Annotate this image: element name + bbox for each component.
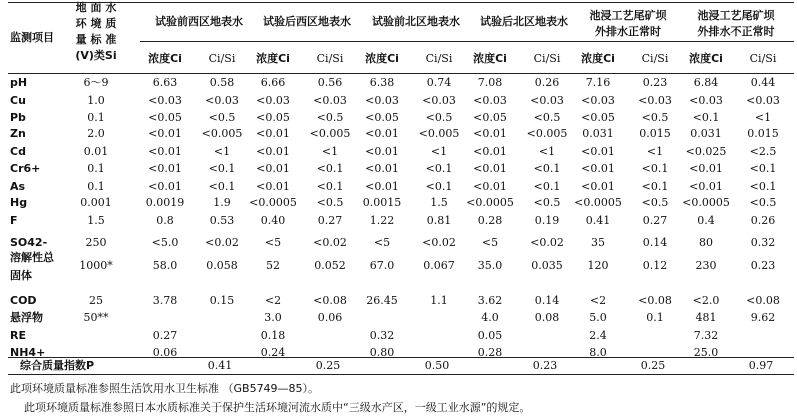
ratio-value: <0.005 xyxy=(418,127,460,140)
ratio-value: <0.5 xyxy=(425,111,453,124)
ratio-value: <0.08 xyxy=(746,294,780,307)
summary-value: 0.25 xyxy=(640,359,666,372)
standard-value: 0.1 xyxy=(87,111,105,124)
conc-value: <0.0005 xyxy=(574,196,622,209)
ratio-header: Ci/Si xyxy=(316,52,344,65)
ratio-value: 0.44 xyxy=(750,76,776,89)
ratio-value: <0.5 xyxy=(208,111,236,124)
conc-value: 0.18 xyxy=(260,329,286,342)
ratio-value: <0.5 xyxy=(641,111,669,124)
ratio-value: <0.02 xyxy=(205,236,239,249)
conc-value: <2.0 xyxy=(692,294,720,307)
header-bottom-rule xyxy=(8,73,794,74)
conc-header: 浓度Ci xyxy=(148,52,182,65)
standard-value: 0.001 xyxy=(80,196,112,209)
param-label: SO42- xyxy=(10,236,48,249)
conc-value: 25.0 xyxy=(693,346,719,359)
ratio-value: 0.23 xyxy=(642,76,668,89)
standard-value: 6～9 xyxy=(83,76,109,89)
conc-value: 80 xyxy=(699,236,713,249)
conc-value: <0.03 xyxy=(581,94,615,107)
standard-header-line: (V)类Si xyxy=(75,49,117,62)
param-label: Pb xyxy=(10,111,26,124)
ratio-value: 0.052 xyxy=(314,259,346,272)
conc-header: 浓度Ci xyxy=(689,52,723,65)
conc-header: 浓度Ci xyxy=(473,52,507,65)
conc-value: <5 xyxy=(373,236,391,249)
conc-value: 0.06 xyxy=(152,346,178,359)
conc-value: <0.0005 xyxy=(466,196,514,209)
conc-header: 浓度Ci xyxy=(256,52,290,65)
ratio-value: 0.19 xyxy=(534,214,560,227)
ratio-value: <0.005 xyxy=(201,127,243,140)
conc-value: 35.0 xyxy=(477,259,503,272)
summary-value: 0.25 xyxy=(315,359,341,372)
conc-value: <0.025 xyxy=(685,145,727,158)
standard-value: 0.01 xyxy=(83,145,109,158)
ratio-value: <0.1 xyxy=(641,180,669,193)
conc-value: 52 xyxy=(266,259,280,272)
conc-value: <2 xyxy=(589,294,607,307)
conc-value: <0.01 xyxy=(581,180,615,193)
ratio-value: <0.08 xyxy=(638,294,672,307)
conc-value: 0.0015 xyxy=(362,196,402,209)
param-label: F xyxy=(10,214,18,227)
standard-value: 25 xyxy=(89,294,103,307)
ratio-value: <0.5 xyxy=(533,196,561,209)
ratio-value: 0.058 xyxy=(206,259,238,272)
param-label: Cr6+ xyxy=(10,162,41,175)
conc-value: <0.01 xyxy=(581,162,615,175)
param-label: Cd xyxy=(10,145,26,158)
ratio-value: 0.14 xyxy=(534,294,560,307)
ratio-value: 0.74 xyxy=(426,76,452,89)
conc-value: <0.03 xyxy=(473,94,507,107)
ratio-value: <0.1 xyxy=(425,162,453,175)
group-header: 池浸工艺尾矿坝 xyxy=(697,9,775,22)
conc-value: <0.01 xyxy=(365,127,399,140)
conc-value: <0.01 xyxy=(148,180,182,193)
conc-value: <0.01 xyxy=(365,180,399,193)
ratio-value: <0.5 xyxy=(316,111,344,124)
ratio-value: <0.02 xyxy=(313,236,347,249)
conc-value: <0.01 xyxy=(473,162,507,175)
conc-value: 7.32 xyxy=(693,329,719,342)
conc-value: 3.78 xyxy=(152,294,178,307)
conc-value: 0.031 xyxy=(690,127,722,140)
conc-value: <0.01 xyxy=(689,162,723,175)
summary-value: 0.97 xyxy=(748,359,774,372)
ratio-value: <0.1 xyxy=(533,162,561,175)
standard-value: 50** xyxy=(83,311,109,324)
ratio-value: <0.1 xyxy=(316,162,344,175)
conc-value: 230 xyxy=(695,259,717,272)
footnote-2: 此项环境质量标准参照日本水质标准关于保护生活环境河流水质中“三级水产区，一级工业水源”的规定。 xyxy=(24,401,531,414)
group-header: 试验后西区地表水 xyxy=(263,15,351,28)
ratio-value: 1.5 xyxy=(430,196,448,209)
conc-value: <0.01 xyxy=(473,180,507,193)
conc-value: <0.1 xyxy=(692,111,720,124)
param-label: pH xyxy=(10,76,28,89)
ratio-value: <0.1 xyxy=(208,180,236,193)
conc-header: 浓度Ci xyxy=(365,52,399,65)
conc-value: 0.28 xyxy=(477,346,503,359)
conc-value: <0.01 xyxy=(365,145,399,158)
summary-value: 0.23 xyxy=(532,359,558,372)
conc-value: 0.8 xyxy=(156,214,174,227)
conc-value: 5.0 xyxy=(589,311,607,324)
conc-value: 7.16 xyxy=(585,76,611,89)
conc-value: 0.80 xyxy=(369,346,395,359)
param-label: COD xyxy=(10,294,37,307)
standard-value: 0.1 xyxy=(87,162,105,175)
conc-value: 58.0 xyxy=(152,259,178,272)
conc-value: 0.05 xyxy=(477,329,503,342)
conc-value: 0.0019 xyxy=(145,196,185,209)
conc-value: <2 xyxy=(264,294,282,307)
conc-value: 0.031 xyxy=(582,127,614,140)
ratio-header: Ci/Si xyxy=(749,52,777,65)
ratio-value: 0.15 xyxy=(209,294,235,307)
standard-value: 0.1 xyxy=(87,180,105,193)
conc-value: <0.0005 xyxy=(249,196,297,209)
ratio-value: 0.015 xyxy=(639,127,671,140)
ratio-value: <1 xyxy=(321,145,339,158)
ratio-value: <0.5 xyxy=(316,196,344,209)
conc-value: 26.45 xyxy=(366,294,398,307)
param-label: NH4+ xyxy=(10,346,46,359)
conc-value: 0.28 xyxy=(477,214,503,227)
conc-value: 0.4 xyxy=(697,214,715,227)
conc-value: <0.01 xyxy=(365,162,399,175)
conc-value: <0.01 xyxy=(148,162,182,175)
conc-value: 67.0 xyxy=(369,259,395,272)
param-label: As xyxy=(10,180,26,193)
ratio-value: 1.9 xyxy=(213,196,231,209)
conc-value: 6.66 xyxy=(260,76,286,89)
conc-value: <0.01 xyxy=(256,162,290,175)
ratio-value: <2.5 xyxy=(749,145,777,158)
ratio-value: 0.14 xyxy=(642,236,668,249)
ratio-value: <0.03 xyxy=(205,94,239,107)
conc-value: <0.05 xyxy=(473,111,507,124)
conc-value: 6.84 xyxy=(693,76,719,89)
ratio-value: 0.53 xyxy=(209,214,235,227)
ratio-value: 0.23 xyxy=(750,259,776,272)
ratio-value: <0.02 xyxy=(422,236,456,249)
conc-value: 3.62 xyxy=(477,294,503,307)
conc-value: <0.01 xyxy=(256,127,290,140)
ratio-value: 0.035 xyxy=(531,259,563,272)
conc-value: 0.40 xyxy=(260,214,286,227)
param-label: 固体 xyxy=(10,269,32,282)
ratio-value: <0.1 xyxy=(533,180,561,193)
conc-value: <0.03 xyxy=(365,94,399,107)
conc-value: 1.22 xyxy=(369,214,395,227)
ratio-value: <0.08 xyxy=(313,294,347,307)
conc-value: <0.03 xyxy=(689,94,723,107)
ratio-value: <1 xyxy=(538,145,556,158)
conc-value: <0.01 xyxy=(148,127,182,140)
conc-value: 7.08 xyxy=(477,76,503,89)
ratio-value: 0.26 xyxy=(750,214,776,227)
ratio-value: <1 xyxy=(213,145,231,158)
ratio-value: <0.5 xyxy=(533,111,561,124)
conc-value: 481 xyxy=(695,311,717,324)
ratio-value: 0.08 xyxy=(534,311,560,324)
standard-value: 1.0 xyxy=(87,94,105,107)
conc-value: <0.01 xyxy=(473,127,507,140)
ratio-value: 0.58 xyxy=(209,76,235,89)
summary-value: 0.50 xyxy=(424,359,450,372)
standard-value: 250 xyxy=(85,236,107,249)
ratio-value: 0.1 xyxy=(646,311,664,324)
conc-value: <0.01 xyxy=(581,145,615,158)
conc-value: 2.4 xyxy=(589,329,607,342)
ratio-value: <0.03 xyxy=(746,94,780,107)
ratio-value: <1 xyxy=(754,111,772,124)
group-header: 外排水正常时 xyxy=(595,25,661,38)
ratio-value: 0.27 xyxy=(317,214,343,227)
ratio-value: <0.03 xyxy=(313,94,347,107)
ratio-value: <0.03 xyxy=(638,94,672,107)
footnote-1: 此项环境质量标准参照生活饮用水卫生标准 （GB5749—85）。 xyxy=(10,382,320,395)
param-header: 监测项目 xyxy=(10,31,54,44)
ratio-value: <0.005 xyxy=(526,127,568,140)
conc-value: <5 xyxy=(481,236,499,249)
ratio-value: <0.1 xyxy=(425,180,453,193)
conc-value: 6.63 xyxy=(152,76,178,89)
conc-value: <0.05 xyxy=(581,111,615,124)
ratio-value: 9.62 xyxy=(750,311,776,324)
ratio-value: 0.015 xyxy=(747,127,779,140)
conc-value: <0.01 xyxy=(689,180,723,193)
ratio-value: <0.1 xyxy=(749,180,777,193)
conc-value: <0.01 xyxy=(148,145,182,158)
ratio-value: <0.1 xyxy=(208,162,236,175)
conc-value: <0.05 xyxy=(256,111,290,124)
standard-value: 2.0 xyxy=(87,127,105,140)
conc-value: <0.05 xyxy=(365,111,399,124)
ratio-header: Ci/Si xyxy=(641,52,669,65)
conc-value: <5.0 xyxy=(151,236,179,249)
ratio-value: 0.12 xyxy=(642,259,668,272)
ratio-header: Ci/Si xyxy=(425,52,453,65)
conc-value: <0.03 xyxy=(148,94,182,107)
conc-value: 0.32 xyxy=(369,329,395,342)
ratio-value: 0.81 xyxy=(426,214,452,227)
table-bottom-rule xyxy=(8,374,794,375)
ratio-value: 0.26 xyxy=(534,76,560,89)
ratio-value: <0.1 xyxy=(641,162,669,175)
param-label: Zn xyxy=(10,127,26,140)
ratio-value: 0.56 xyxy=(317,76,343,89)
conc-header: 浓度Ci xyxy=(581,52,615,65)
standard-header-line: 环 境 质 xyxy=(75,17,117,30)
conc-value: <0.01 xyxy=(473,145,507,158)
conc-value: <5 xyxy=(264,236,282,249)
ratio-value: 1.1 xyxy=(430,294,448,307)
conc-value: 0.41 xyxy=(585,214,611,227)
conc-value: <0.01 xyxy=(256,145,290,158)
param-label: Cu xyxy=(10,94,26,107)
group-header: 池浸工艺尾矿坝 xyxy=(589,9,667,22)
ratio-value: <0.5 xyxy=(641,196,669,209)
standard-header-line: 量 标 准 xyxy=(75,33,117,46)
param-label: RE xyxy=(10,329,26,342)
param-label: 溶解性总 xyxy=(10,251,54,264)
ratio-value: <0.5 xyxy=(749,196,777,209)
ratio-value: <0.03 xyxy=(422,94,456,107)
conc-value: 0.24 xyxy=(260,346,286,359)
ratio-value: <1 xyxy=(430,145,448,158)
conc-value: 4.0 xyxy=(481,311,499,324)
standard-value: 1.5 xyxy=(87,214,105,227)
ratio-value: 0.06 xyxy=(317,311,343,324)
ratio-value: 0.27 xyxy=(642,214,668,227)
group-header: 试验后北区地表水 xyxy=(480,15,568,28)
param-label: Hg xyxy=(10,196,28,209)
param-label: 悬浮物 xyxy=(10,311,43,324)
conc-value: <0.03 xyxy=(256,94,290,107)
ratio-value: <1 xyxy=(646,145,664,158)
conc-value: <0.0005 xyxy=(682,196,730,209)
summary-label: 综合质量指数P xyxy=(20,359,95,372)
conc-value: 120 xyxy=(587,259,609,272)
standard-value: 1000* xyxy=(79,259,113,272)
ratio-value: <0.1 xyxy=(316,180,344,193)
conc-value: 8.0 xyxy=(589,346,607,359)
ratio-value: <0.02 xyxy=(530,236,564,249)
conc-value: 35 xyxy=(591,236,605,249)
standard-header-line: 地 面 水 xyxy=(75,1,117,14)
ratio-header: Ci/Si xyxy=(208,52,236,65)
summary-value: 0.41 xyxy=(207,359,233,372)
ratio-value: <0.005 xyxy=(309,127,351,140)
conc-value: 0.27 xyxy=(152,329,178,342)
group-header: 试验前西区地表水 xyxy=(155,15,243,28)
ratio-header: Ci/Si xyxy=(533,52,561,65)
conc-value: 6.38 xyxy=(369,76,395,89)
ratio-value: <0.1 xyxy=(749,162,777,175)
conc-value: <0.01 xyxy=(256,180,290,193)
ratio-value: <0.03 xyxy=(530,94,564,107)
ratio-value: 0.32 xyxy=(750,236,776,249)
conc-value: <0.05 xyxy=(148,111,182,124)
header-group-rule xyxy=(140,41,794,42)
ratio-value: 0.067 xyxy=(423,259,455,272)
group-header: 试验前北区地表水 xyxy=(372,15,460,28)
conc-value: 3.0 xyxy=(264,311,282,324)
group-header: 外排水不正常时 xyxy=(697,25,775,38)
